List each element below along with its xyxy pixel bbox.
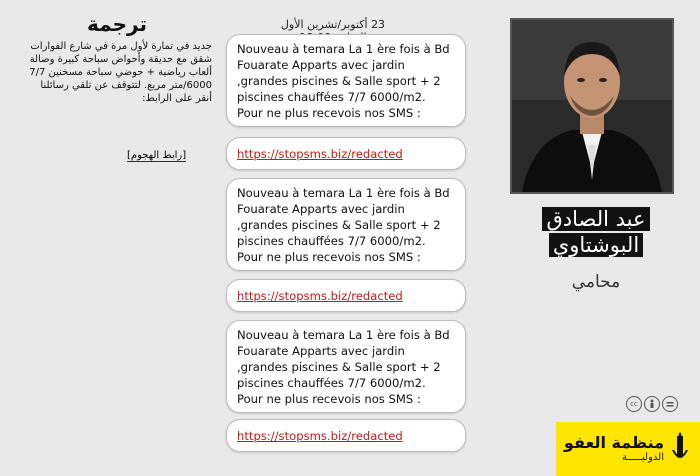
translation-title: ترجمة: [87, 12, 147, 36]
translation-panel: [22, 12, 212, 105]
sms-message-1: Nouveau à temara La 1 ère fois à Bd Fouarate Apparts avec jardin ,grandes piscines & Salle sport + 2 piscines chauffées 7/7 6000/m2. Pour ne plus recevois nos SMS :: [226, 34, 466, 127]
message-timestamp: 23 أكتوبر/تشرين الأول: [280, 18, 386, 31]
amnesty-logo: [556, 422, 700, 476]
sms-link-2[interactable]: https://stopsms.biz/redacted: [237, 289, 403, 303]
person-name-line-1: عبد الصادق: [542, 207, 649, 231]
candle-icon: [670, 432, 690, 466]
sms-link-bubble-3: [226, 419, 466, 452]
person-name-line-2: البوشتاوي: [549, 233, 643, 257]
by-icon: [644, 396, 660, 412]
person-role: محامي: [571, 272, 621, 292]
nd-icon: [662, 396, 678, 412]
portrait-illustration: [512, 20, 672, 192]
translation-body: جديد في تمارة لأول مرة في شارع الفوارات شقق مع حديقة وأحواض سباحة كبيرة وصالة ألعاب رياضية + حوضي سباحة مسخنين 7/7 6000/متر مربع. لتتوقف عن تلقي رسائلنا أنقر على الرابط:: [29, 41, 212, 104]
attack-link-label: [رابط الهجوم]: [127, 150, 187, 161]
sms-link-1[interactable]: https://stopsms.biz/redacted: [237, 147, 403, 161]
sms-link-3[interactable]: https://stopsms.biz/redacted: [237, 429, 403, 443]
logo-sub-text: الدوليـــــة: [622, 452, 664, 463]
person-name: [536, 206, 656, 258]
license-icons: [626, 396, 678, 412]
cc-icon: cc: [626, 396, 642, 412]
sms-message-2: Nouveau à temara La 1 ère fois à Bd Fouarate Apparts avec jardin ,grandes piscines & Salle sport + 2 piscines chauffées 7/7 6000/m2. Pour ne plus recevois nos SMS :: [226, 178, 466, 271]
logo-text: [564, 434, 664, 464]
sms-link-bubble-2: [226, 279, 466, 312]
logo-main-text: منظمة العفو: [563, 433, 664, 452]
sms-link-bubble-1: [226, 137, 466, 170]
sms-message-3: Nouveau à temara La 1 ère fois à Bd Fouarate Apparts avec jardin ,grandes piscines & Salle sport + 2 piscines chauffées 7/7 6000/m2. Pour ne plus recevois nos SMS :: [226, 320, 466, 413]
portrait-photo: [510, 18, 674, 194]
